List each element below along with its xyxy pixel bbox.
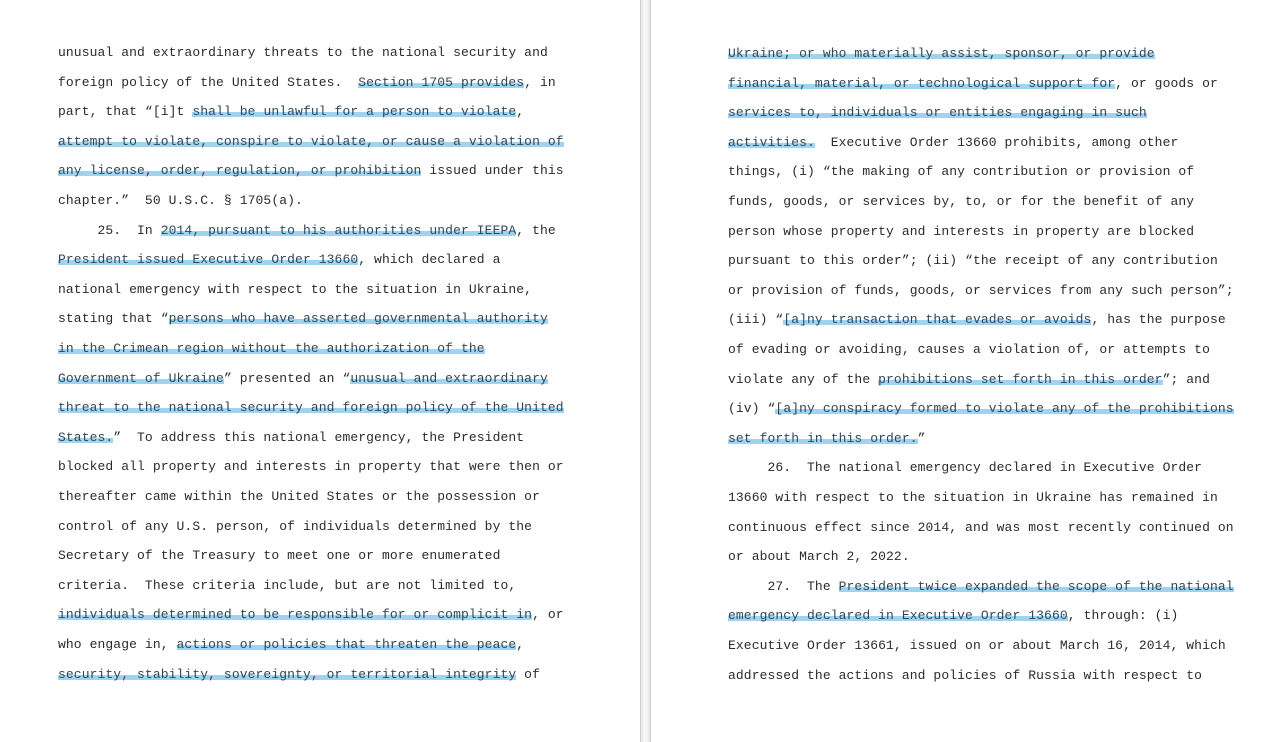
text-segment: , — [516, 104, 525, 120]
text-line — [58, 222, 556, 240]
text-line — [58, 577, 516, 595]
highlighted-text: threat to the national security and foreign policy of the United — [58, 400, 564, 416]
text-segment: blocked all property and interests in property that were then or — [58, 459, 564, 475]
text-line — [58, 370, 548, 388]
text-segment: , or goods or — [1115, 75, 1218, 91]
text-line — [728, 193, 1194, 211]
text-line — [58, 192, 303, 210]
highlighted-text: Section 1705 provides — [358, 74, 525, 90]
text-segment: ” — [917, 430, 926, 446]
text-line — [58, 133, 564, 151]
highlighted-text: emergency declared in Executive Order 13660 — [728, 608, 1068, 624]
text-line — [728, 637, 1226, 655]
highlighted-text: financial, material, or technological support for — [728, 75, 1116, 91]
text-line — [728, 489, 1218, 507]
highlighted-text: any license, order, regulation, or prohibition — [58, 163, 422, 179]
text-segment: stating that “ — [58, 311, 169, 327]
highlighted-text: activities. — [728, 134, 815, 150]
text-line — [58, 429, 524, 447]
text-segment: thereafter came within the United States or the possession or — [58, 489, 540, 504]
text-segment: chapter.” 50 U.S.C. § 1705(a). — [58, 193, 303, 208]
text-segment: addressed the actions and policies of Russia with respect to — [728, 667, 1203, 683]
text-line — [58, 488, 540, 506]
text-line — [728, 607, 1178, 625]
text-segment: part, that “[i]t — [58, 104, 193, 120]
highlighted-text: Ukraine; or who materially assist, sponsor, or provide — [728, 46, 1155, 61]
highlighted-text: Government of Ukraine — [58, 370, 224, 386]
text-segment: control of any U.S. person, of individuals determined by the — [58, 518, 533, 534]
highlighted-text: President issued Executive Order 13660 — [58, 252, 359, 268]
text-segment: who engage in, — [58, 637, 177, 652]
text-line — [58, 310, 548, 328]
text-line — [58, 281, 532, 299]
text-segment: 26. The national emergency declared in Executive Order — [728, 460, 1203, 476]
text-segment: ” presented an “ — [223, 370, 351, 386]
text-line — [728, 341, 1210, 359]
highlighted-text: persons who have asserted governmental authority — [168, 311, 548, 327]
text-segment: , has the purpose — [1091, 312, 1226, 328]
text-line — [58, 606, 564, 624]
text-line — [58, 518, 532, 536]
text-line — [728, 430, 926, 448]
text-segment: , which declared a — [358, 252, 501, 268]
text-line — [58, 399, 564, 417]
text-segment: , — [516, 637, 525, 652]
text-line — [728, 578, 1234, 596]
text-line — [728, 282, 1234, 300]
text-line — [58, 251, 500, 269]
text-segment: things, (i) “the making of any contribution or provision of — [728, 164, 1195, 180]
highlighted-text: unusual and extraordinary — [350, 370, 548, 386]
text-segment: unusual and extraordinary threats to the national security and — [58, 45, 548, 60]
text-segment: violate any of the — [728, 371, 879, 387]
text-line — [728, 519, 1234, 537]
text-line — [728, 459, 1202, 477]
text-line — [58, 458, 564, 476]
highlighted-text: individuals determined to be responsible for or complicit in — [58, 607, 533, 623]
highlighted-text: set forth in this order. — [728, 430, 918, 446]
text-segment: ”; and — [1162, 371, 1210, 387]
text-line — [728, 75, 1218, 93]
text-line — [728, 400, 1234, 418]
text-line — [58, 547, 500, 565]
text-segment: , through: (i) — [1067, 608, 1179, 624]
text-line — [58, 636, 524, 654]
highlighted-text: States. — [58, 429, 114, 445]
highlighted-text: [a]ny conspiracy formed to violate any of the prohibitions — [775, 401, 1234, 417]
text-line — [58, 74, 556, 92]
text-line — [728, 223, 1194, 241]
page-gutter — [640, 0, 651, 742]
text-segment: Executive Order 13660 prohibits, among other — [814, 134, 1179, 150]
text-segment: of — [516, 666, 540, 682]
text-segment: pursuant to this order”; (ii) “the receipt of any contribution — [728, 253, 1218, 269]
text-segment: person whose property and interests in property are blocked — [728, 223, 1195, 239]
text-line — [728, 548, 910, 566]
text-segment: of evading or avoiding, causes a violation of, or attempts to — [728, 342, 1210, 357]
text-line — [58, 44, 548, 62]
text-segment: Secretary of the Treasury to meet one or more enumerated — [58, 548, 501, 564]
text-segment: issued under this — [421, 163, 564, 179]
highlighted-text: security, stability, sovereignty, or territorial integrity — [58, 666, 517, 682]
text-line — [58, 103, 524, 121]
text-segment: , or — [532, 607, 564, 623]
highlighted-text: President twice expanded the scope of the national — [838, 578, 1234, 594]
right-page — [651, 0, 1280, 742]
text-segment: or about March 2, 2022. — [728, 549, 910, 565]
text-segment: 25. In — [58, 222, 161, 238]
text-line — [728, 252, 1218, 270]
text-line — [728, 163, 1194, 181]
text-segment: continuous effect since 2014, and was most recently continued on — [728, 519, 1234, 535]
highlighted-text: shall be unlawful for a person to violate — [192, 104, 517, 120]
text-line — [58, 162, 564, 180]
text-line — [58, 666, 540, 684]
highlighted-text: actions or policies that threaten the peace — [176, 637, 517, 652]
highlighted-text: 2014, pursuant to his authorities under IEEPA — [160, 222, 517, 238]
text-segment: , the — [516, 222, 556, 238]
text-segment: foreign policy of the United States. — [58, 74, 359, 90]
text-segment: ” To address this national emergency, the President — [113, 429, 525, 445]
highlighted-text: services to, individuals or entities engaging in such — [728, 105, 1147, 121]
text-line — [728, 134, 1178, 152]
text-segment: 13660 with respect to the situation in Ukraine has remained in — [728, 490, 1218, 505]
text-segment: (iii) “ — [728, 312, 784, 328]
highlighted-text: in the Crimean region without the authorization of the — [58, 341, 485, 356]
text-segment: , in — [524, 74, 556, 90]
text-line — [728, 667, 1202, 685]
highlighted-text: [a]ny transaction that evades or avoids — [783, 312, 1092, 328]
text-line — [728, 311, 1226, 329]
text-segment: criteria. These criteria include, but are not limited to, — [58, 577, 517, 593]
text-line — [58, 340, 485, 358]
text-line — [728, 45, 1155, 63]
text-segment: 27. The — [728, 578, 839, 594]
text-segment: Executive Order 13661, issued on or about March 16, 2014, which — [728, 638, 1226, 653]
highlighted-text: attempt to violate, conspire to violate, or cause a violation of — [58, 133, 564, 149]
text-line — [728, 371, 1210, 389]
text-segment: (iv) “ — [728, 401, 776, 417]
text-segment: national emergency with respect to the situation in Ukraine, — [58, 281, 533, 297]
text-segment: or provision of funds, goods, or services from any such person”; — [728, 282, 1234, 298]
highlighted-text: prohibitions set forth in this order — [878, 371, 1163, 387]
text-segment: funds, goods, or services by, to, or for the benefit of any — [728, 194, 1195, 209]
text-line — [728, 104, 1147, 122]
